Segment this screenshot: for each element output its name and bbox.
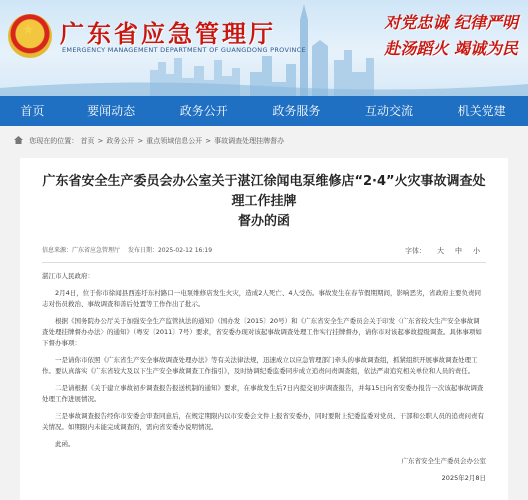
site-subtitle: EMERGENCY MANAGEMENT DEPARTMENT OF GUANGDONG PROVINCE bbox=[62, 46, 306, 54]
site-banner bbox=[0, 0, 528, 96]
breadcrumb-gov-open[interactable]: 政务公开 bbox=[106, 137, 135, 145]
article-source: 信息来源：广东省应急管理厅 bbox=[42, 247, 121, 254]
article-paragraph: 根据《国务院办公厅关于加强安全生产监管执法的通知》（国办发〔2015〕20号）和《广东省安全生产委员会关于印发〈广东省较大生产安全事故调查处理挂牌督办办法〉的通知》（粤安〔2011〕7号）要求，省安委办现对该起事故调查处理工作实行挂牌督办，请你市对该起事故提级调查。具体事项如下督办事项： bbox=[42, 317, 482, 347]
nav-gov-open[interactable]: 政务公开 bbox=[179, 104, 228, 118]
breadcrumb-home[interactable]: 首页 bbox=[80, 137, 95, 145]
font-size-label: 字体： bbox=[405, 247, 426, 255]
sign-date: 2025年2月8日 bbox=[441, 474, 486, 482]
article-paragraph: 一是请你市依照《广东省生产安全事故调查处理办法》等有关法律法规，迅速成立以应急管理部门牵头的事故调查组，抓紧组织开展事故调查处理工作。要认真落实《广东省较大及以下生产安全事故调查工作指引》，及时协调纪委监委同步成立追责问责调查组，依法严肃追究相关单位和人员的责任。 bbox=[42, 356, 478, 375]
article-body bbox=[42, 271, 486, 484]
signature: 广东省安全生产委员会办公室 bbox=[401, 457, 486, 465]
nav-home[interactable]: 首页 bbox=[20, 104, 45, 118]
nav-interaction[interactable]: 互动交流 bbox=[365, 104, 414, 118]
breadcrumb bbox=[0, 126, 528, 156]
article-paragraph: 2月4日，位于你市徐闻县西连圩东村路口一电泵维修店发生火灾，造成2人死亡、4人受伤。事故发生在春节假期期间，影响恶劣，省政府主要负责同志对伤员救治、事故调查和善后处置等工作作出了批示。 bbox=[42, 289, 482, 308]
breadcrumb-prefix: 您现在的位置： bbox=[29, 137, 79, 145]
breadcrumb-separator: > bbox=[205, 137, 212, 145]
article-title-line-1: 广东省安全生产委员会办公室关于湛江徐闻电泵维修店“2·4”火灾事故调查处理工作挂牌 bbox=[42, 174, 486, 209]
breadcrumb-separator: > bbox=[97, 137, 104, 145]
salutation: 湛江市人民政府： bbox=[42, 272, 94, 280]
site-title: 广东省应急管理厅 bbox=[60, 20, 276, 48]
font-size-medium[interactable]: 中 bbox=[455, 247, 462, 255]
slogan-line-2: 赴汤蹈火 竭诚为民 bbox=[384, 39, 518, 58]
home-icon bbox=[14, 136, 23, 144]
article-card bbox=[20, 158, 508, 500]
breadcrumb-separator: > bbox=[137, 137, 144, 145]
font-size-large[interactable]: 大 bbox=[437, 247, 444, 255]
article-meta bbox=[42, 242, 486, 260]
closing-line: 此函。 bbox=[55, 440, 75, 448]
main-nav bbox=[0, 96, 528, 126]
nav-gov-service[interactable]: 政务服务 bbox=[272, 104, 321, 118]
article-title bbox=[42, 158, 486, 232]
font-size-small[interactable]: 小 bbox=[473, 247, 480, 255]
nav-news[interactable]: 要闻动态 bbox=[87, 104, 136, 118]
breadcrumb-current[interactable]: 事故调查处理挂牌督办 bbox=[214, 137, 285, 145]
font-size-switcher bbox=[405, 242, 486, 260]
nav-party[interactable]: 机关党建 bbox=[457, 104, 506, 118]
divider bbox=[42, 262, 486, 263]
slogan-line-1: 对党忠诚 纪律严明 bbox=[384, 13, 518, 32]
article-title-line-2: 督办的函 bbox=[237, 214, 290, 229]
breadcrumb-key-info[interactable]: 重点领域信息公开 bbox=[146, 137, 203, 145]
article-paragraph: 三是事故调查报告经你市安委会审查同意后，在规定期限内以市安委会文件上报省安委办，同时要附上纪委监委对党员、干部和公职人员的追责问责有关情况。如期限内未能完成调查的，需向省安委办说明情况。 bbox=[42, 412, 484, 431]
article-date: 发布日期：2025-02-12 16:19 bbox=[127, 247, 213, 254]
national-emblem-icon: ★ bbox=[8, 14, 52, 58]
article-paragraph: 二是请根据《关于建立事故初步调查报告报送机制的通知》要求，在事故发生后7日内提交初步调查报告，并每15日向省安委办报告一次该起事故调查处理工作进展情况。 bbox=[42, 384, 484, 403]
